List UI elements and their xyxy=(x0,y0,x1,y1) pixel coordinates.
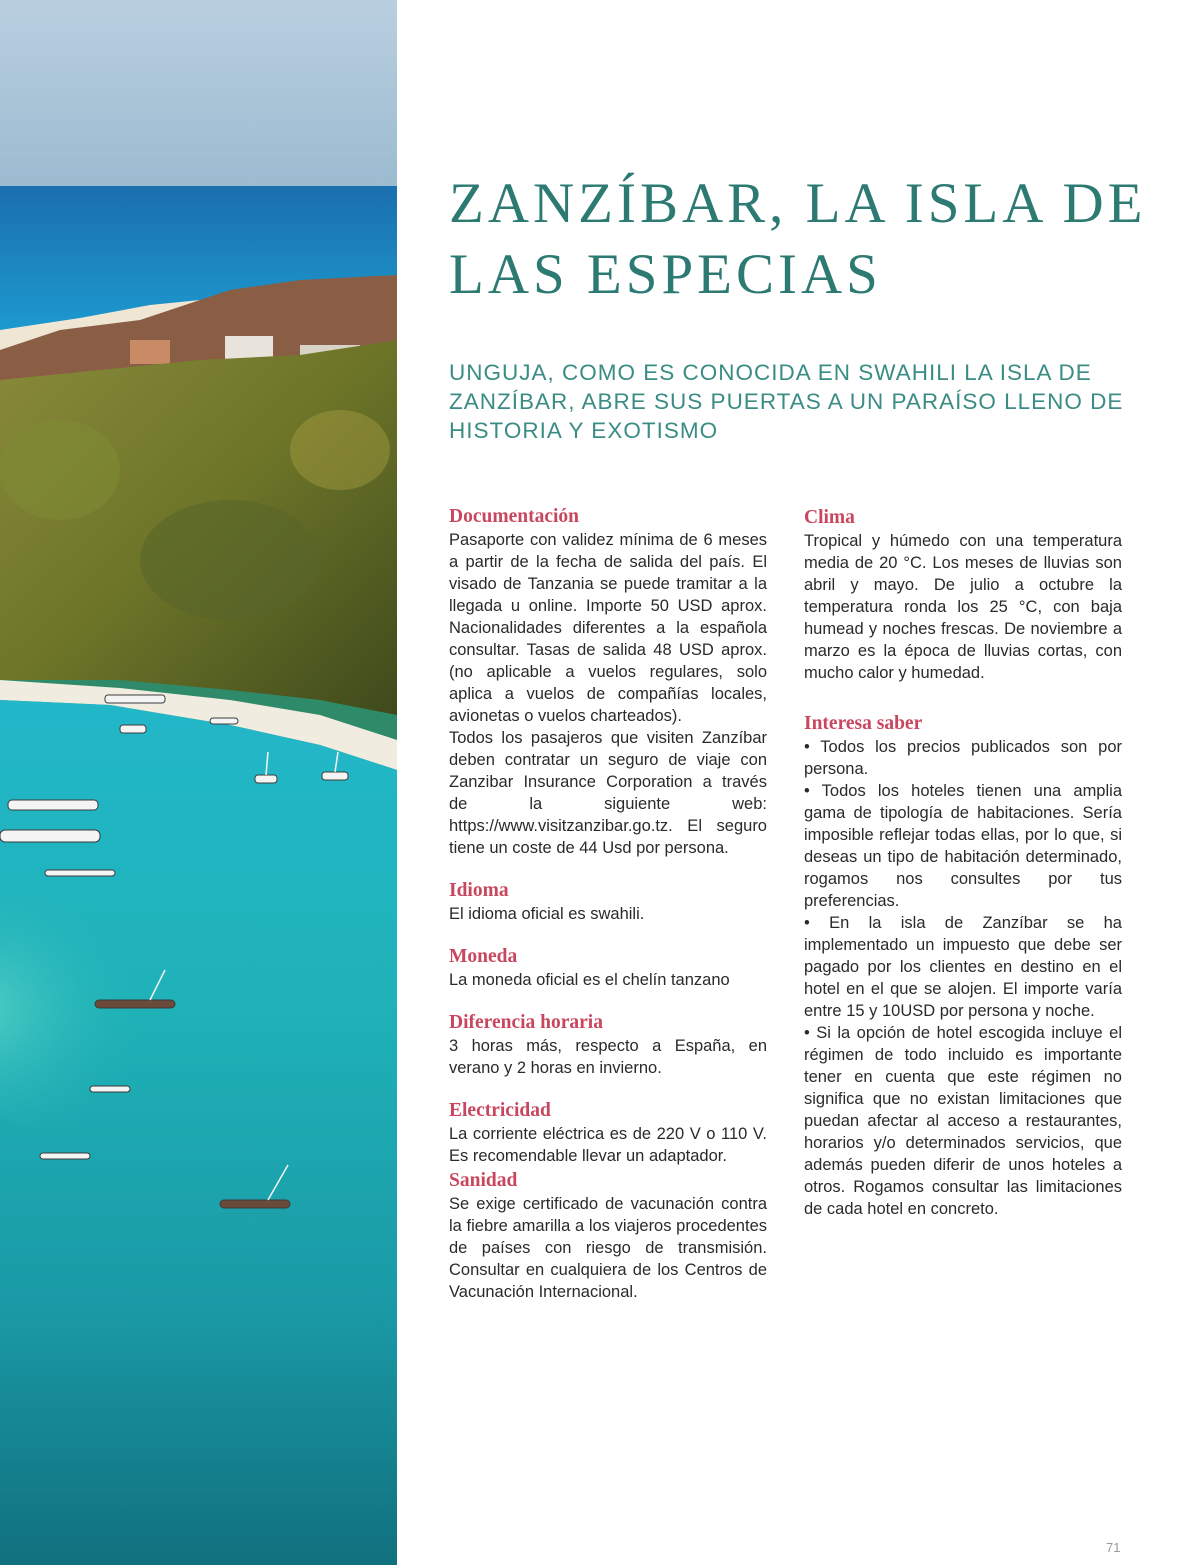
section-documentacion xyxy=(449,505,767,859)
section-interesa-saber xyxy=(804,712,1122,1220)
section-body-2: Todos los pasajeros que visiten Zanzíbar deben contratar un seguro de viaje con Zanzibar Insurance Corporation a través de la siguiente web: https://www.visitzanzibar.go.tz. El seguro tiene un coste de 44 Usd por persona. xyxy=(449,729,767,857)
section-sanidad xyxy=(449,1169,767,1303)
section-body: La corriente eléctrica es de 220 V o 110 V. Es recomendable llevar un adaptador. xyxy=(449,1125,767,1165)
section-heading: Electricidad xyxy=(449,1100,551,1121)
section-body: Tropical y húmedo con una temperatura media de 20 °C. Los meses de lluvias son abril y mayo. De julio a octubre la temperatura ronda los 25 °C, con baja humead y noches frescas. De noviembre a marzo es la época de lluvias cortas, con mucho calor y humedad. xyxy=(804,532,1122,682)
aerial-island-photo xyxy=(0,0,397,1565)
right-column xyxy=(804,506,1122,1240)
section-body: 3 horas más, respecto a España, en verano y 2 horas en invierno. xyxy=(449,1037,767,1077)
section-heading: Interesa saber xyxy=(804,713,923,734)
section-body: Se exige certificado de vacunación contra la fiebre amarilla a los viajeros procedentes de países con riesgo de transmisión. Consultar en cualquiera de los Centros de Vacunación Internacional. xyxy=(449,1195,767,1301)
page-title: ZANZÍBAR, LA ISLA DE LAS ESPECIAS xyxy=(449,172,1147,306)
bullet-item: • Todos los precios publicados son por persona. xyxy=(804,738,1122,778)
page-subtitle: UNGUJA, COMO ES CONOCIDA EN SWAHILI LA ISLA DE ZANZÍBAR, ABRE SUS PUERTAS A UN PARAÍSO LLENO DE HISTORIA Y EXOTISMO xyxy=(449,360,1124,443)
section-heading: Diferencia horaria xyxy=(449,1012,603,1033)
section-electricidad xyxy=(449,1099,767,1167)
section-heading: Sanidad xyxy=(449,1170,518,1191)
section-idioma xyxy=(449,879,767,925)
section-diferencia-horaria xyxy=(449,1011,767,1079)
section-heading: Clima xyxy=(804,507,855,528)
left-column xyxy=(449,505,767,1323)
bullet-item: • En la isla de Zanzíbar se ha implementado un impuesto que debe ser pagado por los clientes en destino en el hotel en el que se alojen. El importe varía entre 15 y 10USD por persona y noche. xyxy=(804,914,1122,1020)
aerial-photo-illustration xyxy=(0,0,397,1565)
bullet-item: • Si la opción de hotel escogida incluye el régimen de todo incluido es importante tener en cuenta que este régimen no significa que no existan limitaciones que puedan afectar al acceso a restaurantes, horarios y/o determinados servicios, que además pueden diferir de unos hoteles a otros. Rogamos consultar las limitaciones de cada hotel en concreto. xyxy=(804,1024,1122,1218)
section-heading: Idioma xyxy=(449,880,509,901)
section-heading: Documentación xyxy=(449,506,579,527)
section-moneda xyxy=(449,945,767,991)
section-heading: Moneda xyxy=(449,946,518,967)
page-number: 71 xyxy=(1106,1540,1121,1555)
section-body: El idioma oficial es swahili. xyxy=(449,905,645,923)
section-clima xyxy=(804,506,1122,684)
section-body: La moneda oficial es el chelín tanzano xyxy=(449,971,730,989)
bullet-item: • Todos los hoteles tienen una amplia gama de tipología de habitaciones. Sería imposible reflejar todas ellas, por lo que, si deseas un tipo de habitación determinado, rogamos nos consultes por tus preferencias. xyxy=(804,782,1122,910)
section-body: Pasaporte con validez mínima de 6 meses a partir de la fecha de salida del país. El visado de Tanzania se puede tramitar a la llegada u online. Importe 50 USD aprox. Nacionalidades diferentes a la española consultar. Tasas de salida 48 USD aprox. (no aplicable a vuelos regulares, solo aplica a vuelos de compañías locales, avionetas o vuelos charteados). xyxy=(449,531,767,725)
